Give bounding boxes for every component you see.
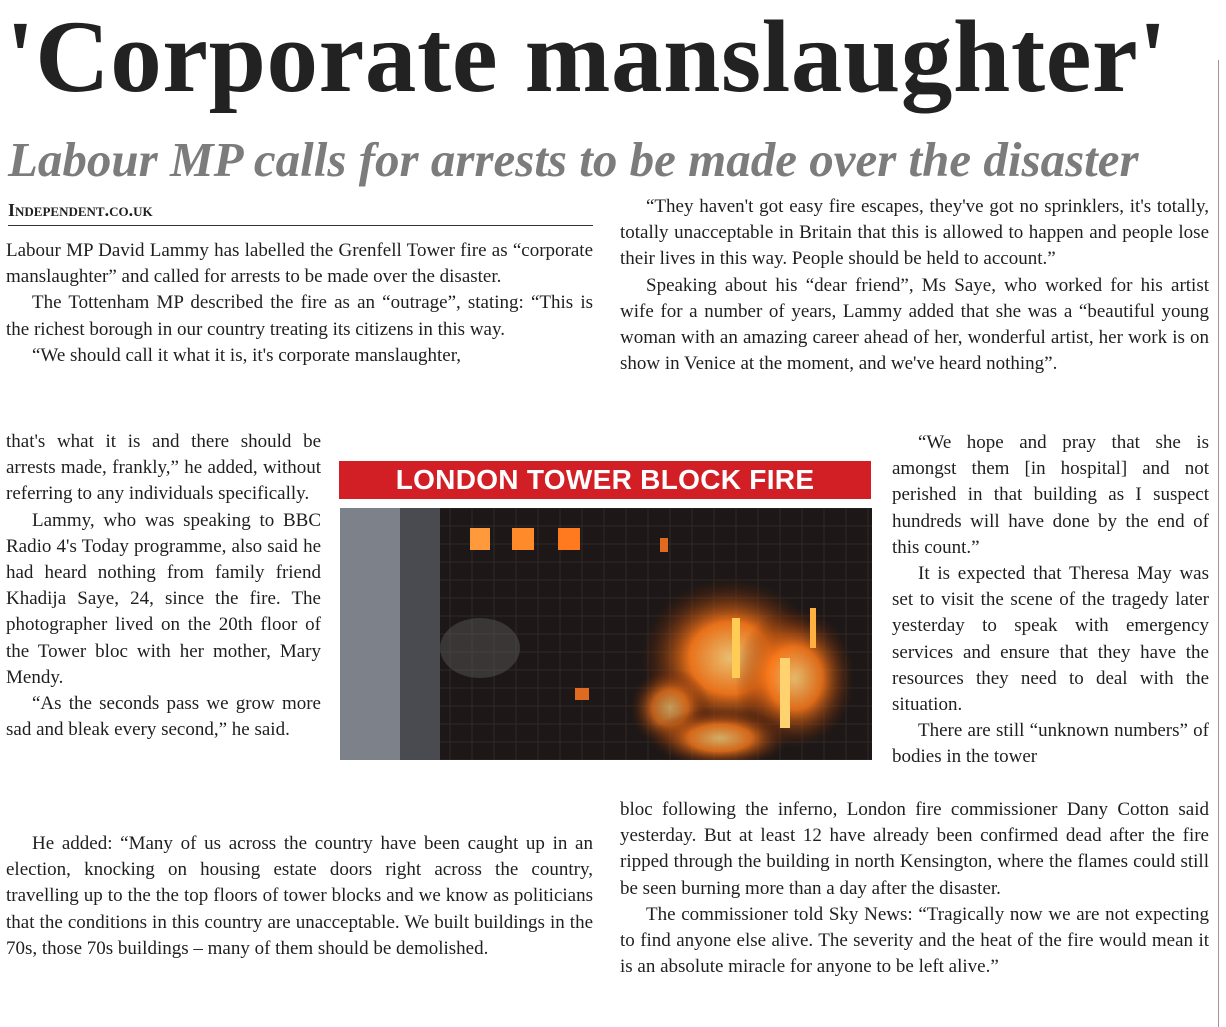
headline: 'Corporate manslaughter' (6, 0, 1168, 114)
tower-fire-figure (337, 461, 873, 761)
paragraph: Lammy, who was speaking to BBC Radio 4's Today programme, also said he had heard nothing from family friend Khadija Saye, 24, since the fire. The photographer lived on the 20th floor of the Tower bloc with her mother, Mary Mendy. (6, 509, 321, 688)
source-credit: Independent.co.uk (8, 199, 593, 226)
paragraph: He added: “Many of us across the country have been caught up in an election, knocking on housing estate doors right across the country, travelling up to the the top floors of tower blocks and we know as politicians that the conditions in this country are unacceptable. We built buildings in the 70s, those 70s buildings – many of them should be demolished. (6, 833, 593, 959)
right-column-narrow (892, 430, 1209, 771)
left-column-bottom (6, 831, 593, 962)
paragraph: that's what it is and there should be arrests made, frankly,” he added, without referring to any individuals specifically. (6, 431, 321, 505)
paragraph: “They haven't got easy fire escapes, they've got no sprinklers, it's totally, totally unacceptable in Britain that this is allowed to happen and people lose their lives in this way. People should be held to account.” (620, 196, 1209, 270)
paragraph: The Tottenham MP described the fire as an “outrage”, stating: “This is the richest borough in our country treating its citizens in this way. (6, 292, 593, 340)
paragraph: The commissioner told Sky News: “Tragically now we are not expecting to find anyone else alive. The severity and the heat of the fire would mean it is an absolute miracle for anyone to be left alive.” (620, 903, 1209, 978)
tower-fire-photo (340, 508, 872, 760)
left-column-narrow (6, 429, 321, 743)
left-column-top (6, 238, 593, 369)
right-column-top (620, 194, 1209, 377)
paragraph: There are still “unknown numbers” of bodies in the tower (892, 720, 1209, 768)
figure-banner: LONDON TOWER BLOCK FIRE (339, 461, 871, 499)
paragraph: It is expected that Theresa May was set to visit the scene of the tragedy later yesterday to speak with emergency services and ensure that they have the resources they need to deal with the situation. (892, 563, 1209, 716)
paragraph: bloc following the inferno, London fire commissioner Dany Cotton said yesterday. But at least 12 have already been confirmed dead after the fire ripped through the building in north Kensington, where the flames could still be seen burning more than a day after the disaster. (620, 799, 1209, 899)
paragraph: “We should call it what it is, it's corporate manslaughter, (32, 344, 462, 366)
right-column-bottom (620, 797, 1209, 980)
paragraph: “As the seconds pass we grow more sad and bleak every second,” he said. (6, 693, 321, 741)
paragraph: “We hope and pray that she is amongst them [in hospital] and not perished in that building as I suspect hundreds will have done by the end of this count.” (892, 432, 1209, 558)
subheadline: Labour MP calls for arrests to be made over the disaster (8, 132, 1139, 187)
paragraph: Labour MP David Lammy has labelled the Grenfell Tower fire as “corporate manslaughter” and called for arrests to be made over the disaster. (6, 240, 593, 288)
paragraph: Speaking about his “dear friend”, Ms Saye, who worked for his artist wife for a number of years, Lammy added that she was a “beautiful young woman with an amazing career ahead of her, wonderful artist, her work is on show in Venice at the moment, and we've heard nothing”. (620, 274, 1209, 375)
column-rule (1218, 60, 1219, 1027)
